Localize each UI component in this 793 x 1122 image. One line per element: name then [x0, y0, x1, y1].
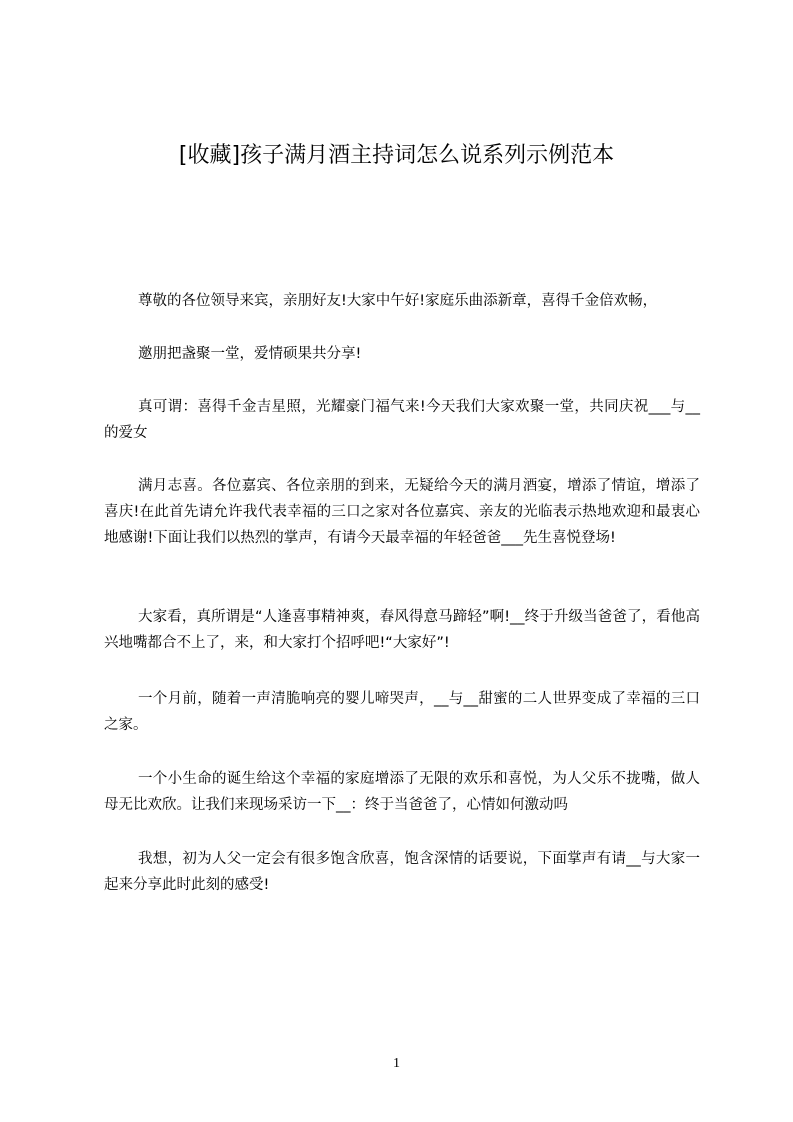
paragraph-4: 满月志喜。各位嘉宾、各位亲朋的到来，无疑给今天的满月酒宴，增添了情谊，增添了喜庆!在此首先请允许我代表幸福的三口之家对各位嘉宾、亲友的光临表示热地欢迎和最衷心地感谢!下面让我们以热烈的掌声，有请今天最幸福的年轻爸爸___先生喜悦登场!	[104, 478, 700, 546]
document-title: [收藏]孩子满月酒主持词怎么说系列示例范本	[178, 143, 615, 168]
paragraph-8: 我想，初为人父一定会有很多饱含欣喜，饱含深情的话要说，下面掌声有请__与大家一起来分享此时此刻的感受!	[104, 851, 700, 893]
paragraph-7: 一个小生命的诞生给这个幸福的家庭增添了无限的欢乐和喜悦，为人父乐不拢嘴，做人母无比欢欣。让我们来现场采访一下__：终于当爸爸了，心情如何激动吗	[104, 771, 700, 813]
paragraph-3: 真可谓：喜得千金吉星照，光耀豪门福气来!今天我们大家欢聚一堂，共同庆祝___与__的爱女	[104, 399, 700, 441]
paragraph-2: 邀朋把盏聚一堂，爱情硕果共分享!	[138, 346, 362, 362]
paragraph-6: 一个月前，随着一声清脆响亮的婴儿啼哭声，__与__甜蜜的二人世界变成了幸福的三口之家。	[104, 691, 700, 733]
paragraph-5: 大家看，真所谓是“人逢喜事精神爽，春风得意马蹄轻”啊!__终于升级当爸爸了，看他高兴地嘴都合不上了，来，和大家打个招呼吧!“大家好”!	[104, 609, 700, 651]
page-number: 1	[393, 1056, 400, 1071]
paragraph-1: 尊敬的各位领导来宾，亲朋好友!大家中午好!家庭乐曲添新章，喜得千金倍欢畅，	[138, 293, 658, 309]
